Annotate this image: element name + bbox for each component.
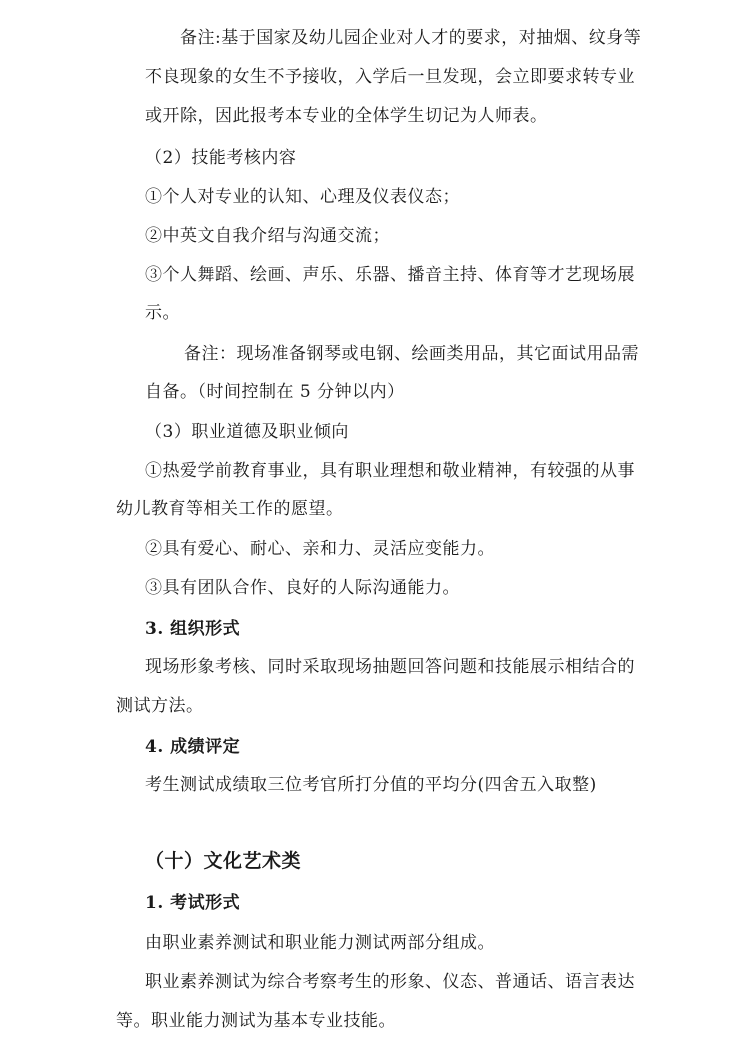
paragraph-line-continued: 等。职业能力测试为基本专业技能。 (116, 1011, 396, 1031)
list-item: ①热爱学前教育事业，具有职业理想和敬业精神，有较强的从事 (145, 461, 635, 481)
paragraph-line: 考生测试成绩取三位考官所打分值的平均分(四舍五入取整) (145, 775, 597, 795)
subheading-skill-assessment: （2）技能考核内容 (145, 148, 297, 168)
paragraph-line-continued: 测试方法。 (116, 696, 204, 716)
section-heading-scoring: 4. 成绩评定 (145, 737, 241, 757)
list-item: ③具有团队合作、良好的人际沟通能力。 (145, 578, 460, 598)
section-heading-exam-format: 1. 考试形式 (145, 893, 241, 913)
list-item-continued: 示。 (145, 303, 180, 323)
paragraph-line: 现场形象考核、同时采取现场抽题回答问题和技能展示相结合的 (145, 657, 635, 677)
note-line-1: 备注:基于国家及幼儿园企业对人才的要求，对抽烟、纹身等 (180, 28, 642, 48)
list-item: ②中英文自我介绍与沟通交流； (145, 226, 390, 246)
paragraph-line: 职业素养测试为综合考察考生的形象、仪态、普通话、语言表达 (145, 972, 635, 992)
list-item: ③个人舞蹈、绘画、声乐、乐器、播音主持、体育等才艺现场展 (145, 265, 635, 285)
note-line-2: 不良现象的女生不予接收，入学后一旦发现，会立即要求转专业 (145, 67, 635, 87)
note-line-continued: 自备。（时间控制在 5 分钟以内） (145, 382, 405, 402)
note-line-3: 或开除，因此报考本专业的全体学生切记为人师表。 (145, 106, 548, 126)
subheading-ethics: （3）职业道德及职业倾向 (145, 422, 349, 442)
chapter-heading-culture-arts: （十）文化艺术类 (145, 850, 302, 872)
list-item: ①个人对专业的认知、心理及仪表仪态； (145, 187, 460, 207)
list-item: ②具有爱心、耐心、亲和力、灵活应变能力。 (145, 539, 495, 559)
list-item-continued: 幼儿教育等相关工作的愿望。 (116, 499, 344, 519)
section-heading-organization: 3. 组织形式 (145, 619, 241, 639)
note-line: 备注：现场准备钢琴或电钢、绘画类用品，其它面试用品需 (184, 344, 639, 364)
paragraph-line: 由职业素养测试和职业能力测试两部分组成。 (145, 933, 495, 953)
